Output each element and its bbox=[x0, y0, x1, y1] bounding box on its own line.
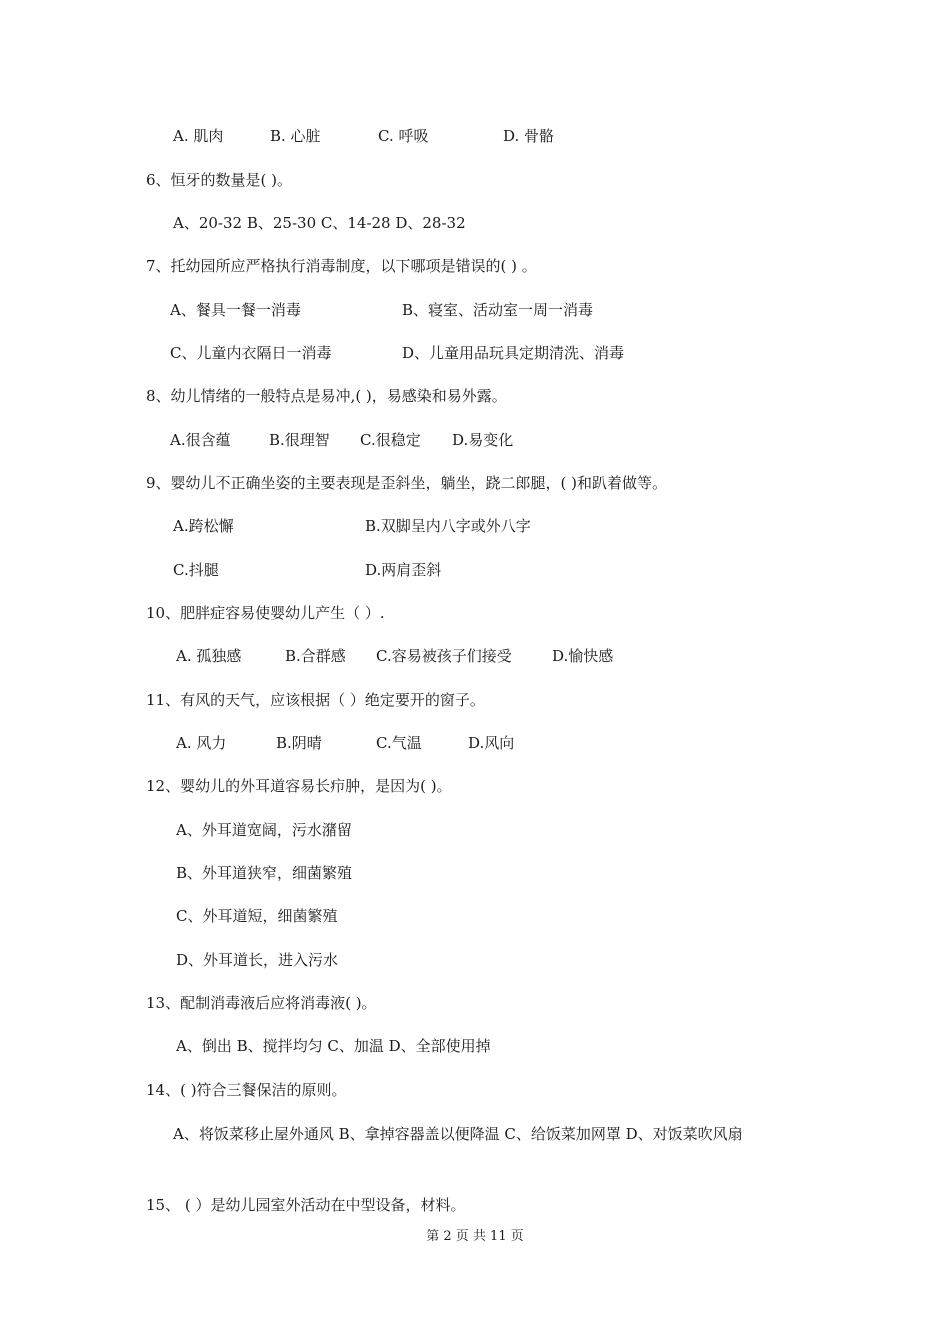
q10-option-a: A. 孤独感 bbox=[176, 647, 242, 665]
q10-options bbox=[176, 646, 636, 666]
q5-option-a: A. 肌肉 bbox=[173, 127, 224, 145]
question-9-option-b: B.双脚呈内八字或外八字 bbox=[365, 517, 531, 535]
q10-option-c: C.容易被孩子们接受 bbox=[376, 647, 512, 665]
q5-option-d: D. 骨骼 bbox=[503, 127, 555, 145]
question-12-option-a: A、外耳道宽阔，污水潴留 bbox=[176, 821, 352, 839]
question-7-option-c: C、儿童内衣隔日一消毒 bbox=[170, 344, 332, 362]
question-9-option-d: D.两肩歪斜 bbox=[365, 561, 442, 579]
question-14: 14、( )符合三餐保洁的原则。 bbox=[146, 1081, 347, 1099]
q5-option-c: C. 呼吸 bbox=[378, 127, 429, 145]
q11-option-b: B.阴晴 bbox=[276, 734, 322, 752]
q10-option-b: B.合群感 bbox=[285, 647, 346, 665]
q8-option-b: B.很理智 bbox=[269, 431, 330, 449]
q10-option-d: D.愉快感 bbox=[552, 647, 614, 665]
question-7-option-b: B、寝室、活动室一周一消毒 bbox=[402, 301, 594, 319]
question-6: 6、恒牙的数量是( )。 bbox=[146, 171, 293, 189]
q8-option-a: A.很含蕴 bbox=[170, 431, 231, 449]
question-12: 12、婴幼儿的外耳道容易长疖肿，是因为( )。 bbox=[146, 777, 452, 795]
question-6-options: A、20-32 B、25-30 C、14-28 D、28-32 bbox=[173, 214, 466, 232]
question-7-option-d: D、儿童用品玩具定期清洗、消毒 bbox=[402, 344, 625, 362]
question-12-option-b: B、外耳道狭窄，细菌繁殖 bbox=[176, 864, 353, 882]
question-14-options: A、将饭菜移止屋外通风 B、拿掉容器盖以便降温 C、给饭菜加网罩 D、对饭菜吹风扇 bbox=[173, 1125, 743, 1143]
question-12-option-c: C、外耳道短，细菌繁殖 bbox=[176, 907, 338, 925]
q5-option-b: B. 心脏 bbox=[270, 127, 321, 145]
question-9-option-c: C.抖腿 bbox=[173, 561, 219, 579]
q8-option-c: C.很稳定 bbox=[360, 431, 421, 449]
q8-option-d: D.易变化 bbox=[452, 431, 514, 449]
q11-option-c: C.气温 bbox=[376, 734, 422, 752]
question-7-option-a: A、餐具一餐一消毒 bbox=[170, 301, 301, 319]
q5-options bbox=[173, 126, 593, 146]
question-12-option-d: D、外耳道长，进入污水 bbox=[176, 951, 339, 969]
question-8: 8、幼儿情绪的一般特点是易冲,( )，易感染和易外露。 bbox=[146, 387, 507, 405]
question-11: 11、有风的天气，应该根据（ ）绝定要开的窗子。 bbox=[146, 691, 485, 709]
question-9-option-a: A.跨松懈 bbox=[173, 517, 234, 535]
question-10: 10、肥胖症容易使婴幼儿产生（ ）. bbox=[146, 604, 385, 622]
q11-option-d: D.风向 bbox=[468, 734, 515, 752]
q8-options bbox=[170, 430, 590, 450]
question-15: 15、 ( ）是幼儿园室外活动在中型设备，材料。 bbox=[146, 1196, 466, 1214]
q11-option-a: A. 风力 bbox=[176, 734, 227, 752]
q11-options bbox=[176, 733, 556, 753]
question-9: 9、婴幼儿不正确坐姿的主要表现是歪斜坐，躺坐，跷二郎腿，( )和趴着做等。 bbox=[146, 474, 668, 492]
page-footer: 第 2 页 共 11 页 bbox=[426, 1229, 524, 1244]
question-13-options: A、倒出 B、搅拌均匀 C、加温 D、全部使用掉 bbox=[176, 1037, 491, 1055]
question-13: 13、配制消毒液后应将消毒液( )。 bbox=[146, 994, 377, 1012]
question-7: 7、托幼园所应严格执行消毒制度，以下哪项是错误的( ) 。 bbox=[146, 257, 537, 275]
